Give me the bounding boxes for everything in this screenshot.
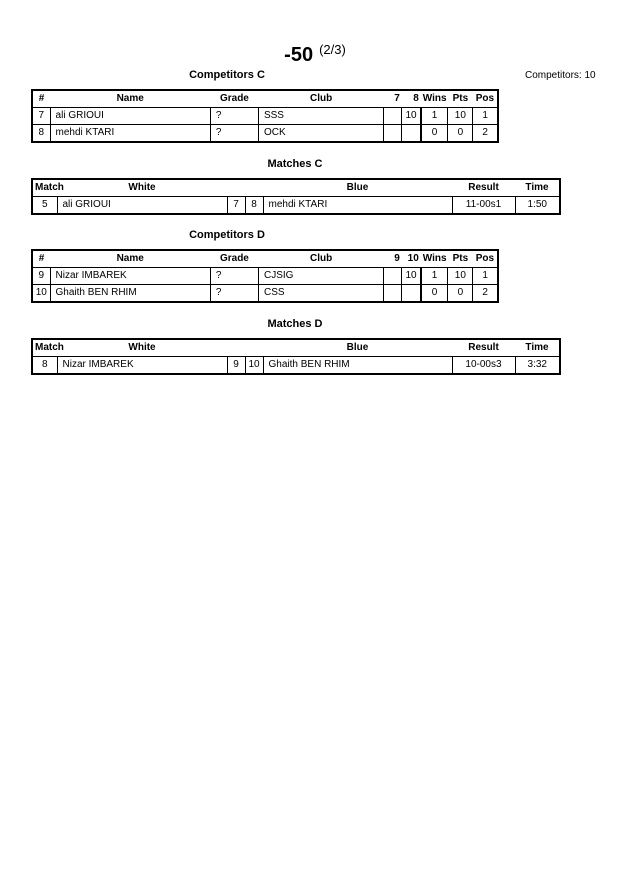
competitor-pts: 10 (448, 268, 473, 285)
vs-cell (384, 125, 402, 143)
competitor-club: CJSIG (258, 268, 383, 285)
match-result: 10-00s3 (452, 357, 515, 375)
white-num: 7 (227, 197, 245, 215)
col-white: White (57, 179, 227, 197)
competitor-wins: 1 (421, 108, 448, 125)
page-title (0, 44, 630, 67)
col-club: Club (258, 250, 383, 268)
competitor-club: OCK (258, 125, 383, 143)
match-num: 8 (32, 357, 57, 375)
blue-num: 10 (245, 357, 263, 375)
competitor-grade: ? (210, 268, 258, 285)
col-num: # (32, 250, 50, 268)
competitors-count: Competitors: 10 (525, 70, 596, 81)
table-header (32, 90, 498, 108)
col-match: Match (32, 339, 57, 357)
competitor-name: Nizar IMBAREK (50, 268, 210, 285)
competitors-d-title: Competitors D (189, 229, 265, 241)
competitor-club: SSS (258, 108, 383, 125)
match-result: 11-00s1 (452, 197, 515, 215)
competitor-grade: ? (210, 108, 258, 125)
competitor-num: 7 (32, 108, 50, 125)
sheet-number: (2/3) (319, 42, 346, 57)
col-num: # (32, 90, 50, 108)
vs-cell: 10 (402, 108, 421, 125)
vs-cell (384, 285, 402, 303)
competitor-name: ali GRIOUI (50, 108, 210, 125)
col-pts: Pts (448, 90, 473, 108)
table-row (32, 357, 560, 375)
match-time: 3:32 (515, 357, 560, 375)
table-row (32, 108, 498, 125)
col-wins: Wins (421, 250, 448, 268)
competitor-pos: 1 (473, 268, 498, 285)
competitor-wins: 1 (421, 268, 448, 285)
competitor-num: 9 (32, 268, 50, 285)
competitor-grade: ? (210, 285, 258, 303)
match-num: 5 (32, 197, 57, 215)
vs-cell (402, 125, 421, 143)
match-time: 1:50 (515, 197, 560, 215)
table-header (32, 179, 560, 197)
weight-category: -50 (284, 44, 314, 66)
white-name: Nizar IMBAREK (57, 357, 227, 375)
competitor-pts: 0 (448, 285, 473, 303)
col-white: White (57, 339, 227, 357)
competitor-pts: 10 (448, 108, 473, 125)
blue-num: 8 (245, 197, 263, 215)
col-opp-1: 9 (384, 250, 402, 268)
competitor-pos: 2 (473, 125, 498, 143)
col-name: Name (50, 250, 210, 268)
matches-c-title: Matches C (267, 158, 323, 170)
col-club: Club (258, 90, 383, 108)
col-match: Match (32, 179, 57, 197)
vs-cell (384, 268, 402, 285)
col-name: Name (50, 90, 210, 108)
col-wins: Wins (421, 90, 448, 108)
table-header (32, 250, 498, 268)
white-num: 9 (227, 357, 245, 375)
col-opp-2: 8 (402, 90, 421, 108)
competitor-name: Ghaith BEN RHIM (50, 285, 210, 303)
competitor-name: mehdi KTARI (50, 125, 210, 143)
blue-name: mehdi KTARI (263, 197, 452, 215)
table-row (32, 125, 498, 143)
competitor-num: 8 (32, 125, 50, 143)
col-result: Result (452, 179, 515, 197)
col-result: Result (452, 339, 515, 357)
col-grade: Grade (210, 90, 258, 108)
white-name: ali GRIOUI (57, 197, 227, 215)
matches-c-table (31, 178, 561, 215)
vs-cell (384, 108, 402, 125)
vs-cell: 10 (402, 268, 421, 285)
col-opp-1: 7 (384, 90, 402, 108)
table-header (32, 339, 560, 357)
blue-name: Ghaith BEN RHIM (263, 357, 452, 375)
matches-d-title: Matches D (267, 318, 323, 330)
competitor-pos: 1 (473, 108, 498, 125)
col-pos: Pos (473, 250, 498, 268)
matches-d-table (31, 338, 561, 375)
competitors-c-table (31, 89, 499, 143)
competitor-pts: 0 (448, 125, 473, 143)
col-blue: Blue (263, 179, 452, 197)
table-row (32, 197, 560, 215)
competitors-c-title: Competitors C (189, 69, 265, 81)
col-grade: Grade (210, 250, 258, 268)
competitor-wins: 0 (421, 285, 448, 303)
competitor-wins: 0 (421, 125, 448, 143)
col-time: Time (515, 339, 560, 357)
vs-cell (402, 285, 421, 303)
table-row (32, 285, 498, 303)
competitor-club: CSS (258, 285, 383, 303)
competitor-pos: 2 (473, 285, 498, 303)
competitors-d-table (31, 249, 499, 303)
col-blue: Blue (263, 339, 452, 357)
col-pos: Pos (473, 90, 498, 108)
col-time: Time (515, 179, 560, 197)
col-opp-2: 10 (402, 250, 421, 268)
competitor-num: 10 (32, 285, 50, 303)
competitor-grade: ? (210, 125, 258, 143)
col-pts: Pts (448, 250, 473, 268)
table-row (32, 268, 498, 285)
